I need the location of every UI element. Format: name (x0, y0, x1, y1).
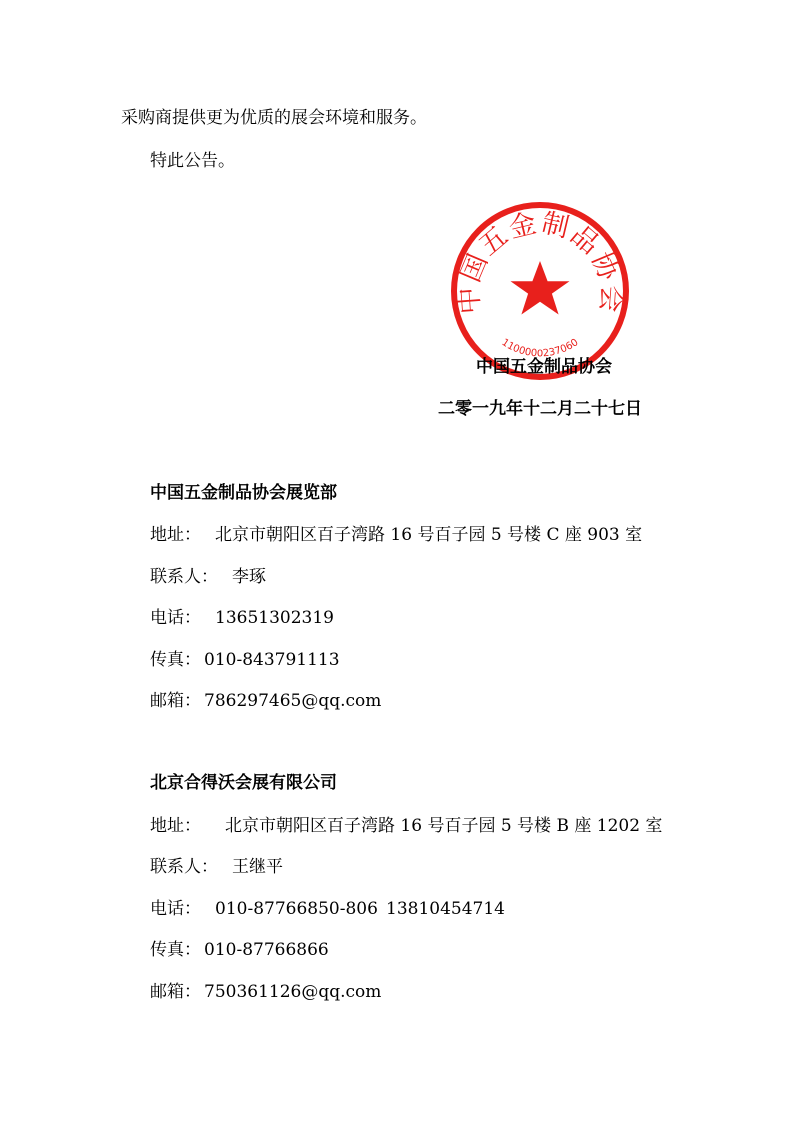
contact-1-fax-label: 传真： (150, 650, 201, 670)
contact-2-email-label: 邮箱： (150, 982, 201, 1002)
official-seal (450, 201, 630, 381)
contact-1-fax: 010-843791113 (204, 650, 340, 670)
contact-1-phone: 13651302319 (215, 608, 334, 628)
contact-1-phone-label: 电话： (150, 608, 201, 628)
contact-1-title: 中国五金制品协会展览部 (150, 483, 337, 503)
seal-arc-text: 中国五金制品协会 (453, 207, 627, 316)
contact-2-person: 王继平 (232, 857, 283, 877)
intro-line-1: 采购商提供更为优质的展会环境和服务。 (121, 108, 427, 128)
contact-2-title: 北京合得沃会展有限公司 (150, 773, 337, 793)
contact-2-email[interactable]: 750361126@qq.com (204, 982, 382, 1002)
contact-2-phone-mobile: 13810454714 (386, 899, 505, 919)
contact-2-fax-label: 传真： (150, 940, 201, 960)
contact-2-address: 北京市朝阳区百子湾路 16 号百子园 5 号楼 B 座 1202 室 (225, 816, 663, 836)
contact-1-address: 北京市朝阳区百子湾路 16 号百子园 5 号楼 C 座 903 室 (215, 525, 643, 545)
contact-1-person-label: 联系人： (150, 567, 218, 587)
intro-line-2: 特此公告。 (150, 151, 235, 171)
contact-1-person: 李琢 (232, 567, 266, 587)
contact-2-person-label: 联系人： (150, 857, 218, 877)
contact-2-address-label: 地址： (150, 816, 201, 836)
signature-org: 中国五金制品协会 (476, 357, 612, 377)
seal-code: 1100000237060 (499, 337, 581, 360)
contact-1-email[interactable]: 786297465@qq.com (204, 691, 382, 711)
contact-2-fax: 010-87766866 (204, 940, 329, 960)
contact-2-phone: 010-87766850-806 (215, 899, 378, 919)
contact-1-address-label: 地址： (150, 525, 201, 545)
contact-1-email-label: 邮箱： (150, 691, 201, 711)
seal-star-icon (511, 261, 570, 315)
contact-2-phone-label: 电话： (150, 899, 201, 919)
signature-date: 二零一九年十二月二十七日 (438, 399, 642, 419)
